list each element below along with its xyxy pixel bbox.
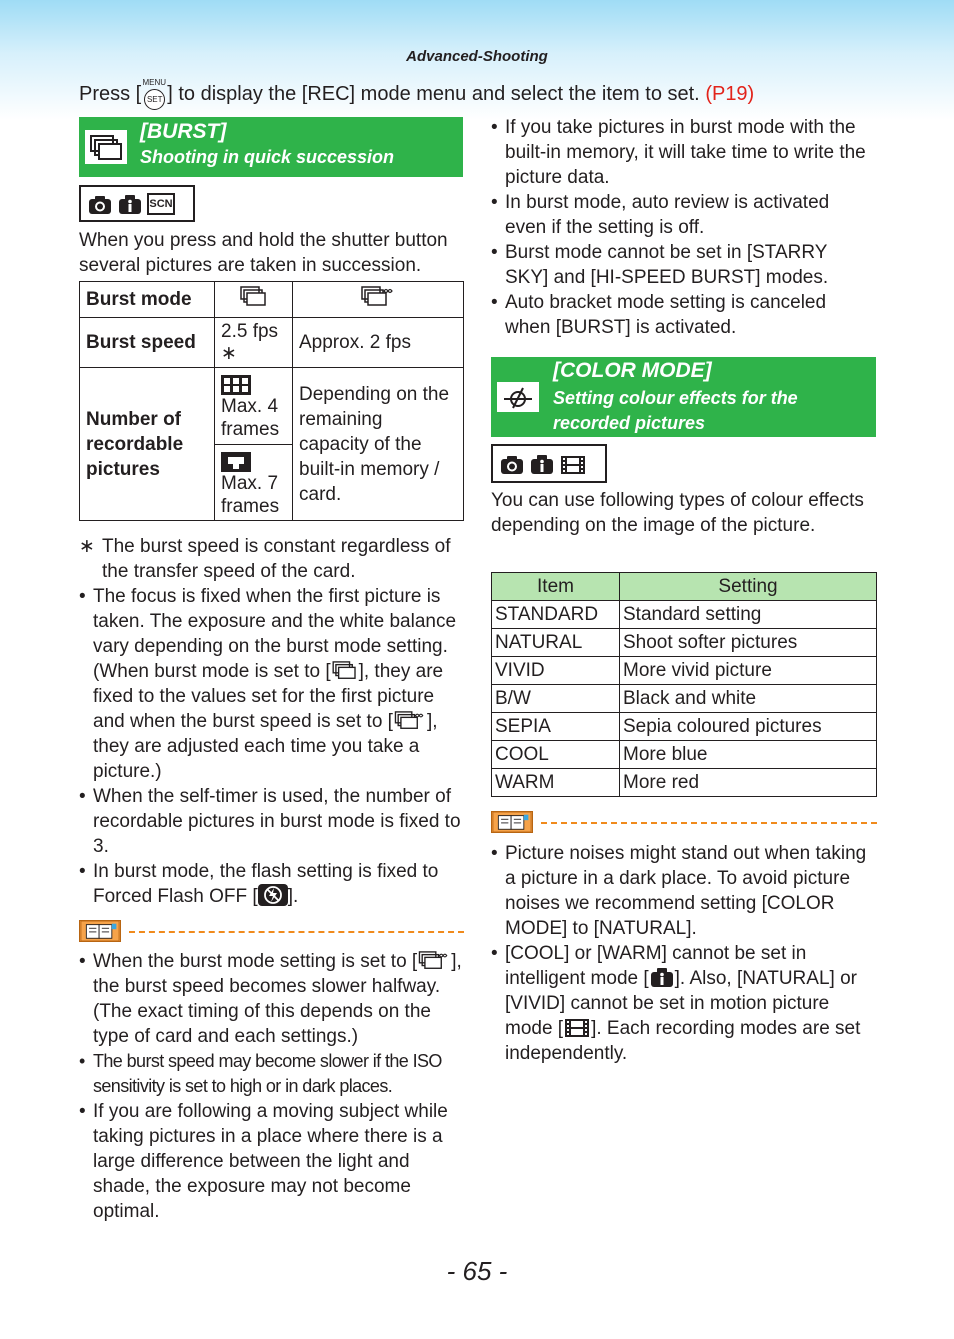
max-4-frames: Max. 4 frames [221, 396, 280, 440]
color-mode-title: [COLOR MODE] [553, 359, 712, 382]
note-divider [129, 931, 464, 933]
intelligent-auto-icon [529, 453, 555, 475]
note-icon [491, 811, 533, 833]
burst-normal-cell [215, 282, 293, 318]
set-label: SET [144, 89, 165, 110]
note-list-item: • When the self-timer is used, the number of recordable pictures in burst mode is fixed to 3. [79, 784, 467, 859]
menu-label: MENU [142, 78, 167, 87]
intro-after: ] to display the [REC] mode menu and select the item to set. [167, 83, 700, 105]
note-text: In burst mode, the flash setting is fixed to Forced Flash OFF [ [93, 861, 439, 907]
item-cell: VIVID [492, 657, 620, 685]
note-header-left [79, 920, 464, 944]
note-header-right [491, 811, 877, 835]
burst-speed-infinite: Approx. 2 fps [293, 318, 464, 368]
note-text: ]. Also, [NATURAL] or [VIVID] cannot be set in motion picture mode [ [505, 968, 857, 1039]
color-mode-table [491, 572, 877, 797]
note-list-item [491, 941, 873, 1066]
note-text: ]. Each recording modes are set independently. [505, 1018, 861, 1064]
burst-icon [331, 661, 359, 681]
setting-cell: Shoot softer pictures [620, 629, 877, 657]
max-7-frames: Max. 7 frames [221, 472, 280, 517]
note-text: ], they are adjusted each time you take a picture.) [93, 711, 438, 782]
color-mode-icons [491, 444, 607, 483]
note-list-item [79, 949, 467, 1049]
item-cell: STANDARD [492, 601, 620, 629]
note-list-item: • The burst speed may become slower if the ISO sensitivity is set to high or in dark places. [79, 1049, 467, 1099]
note-text: ]. [287, 886, 299, 907]
note-list-item: • If you take pictures in burst mode with the built-in memory, it will take time to write the picture data. [491, 115, 873, 190]
flash-off-icon [258, 884, 288, 906]
quality-standard-icon [221, 452, 251, 472]
recordable-pictures-label: Number of recordable pictures [80, 368, 215, 521]
burst-speed-footnote: ∗ The burst speed is constant regardless of the transfer speed of the card. [79, 534, 467, 584]
burst-icon [240, 286, 268, 308]
note-text: ], the burst speed becomes slower halfway. (The exact timing of this depends on the type of card and each settings.) [93, 951, 462, 1047]
intelligent-auto-icon [649, 966, 675, 988]
color-mode-icon [497, 382, 539, 412]
burst-table [79, 281, 464, 521]
setting-cell: Black and white [620, 685, 877, 713]
camera-mode-icon [499, 453, 525, 475]
burst-description: When you press and hold the shutter button several pictures are taken in succession. [79, 230, 448, 276]
camera-mode-icon [87, 193, 113, 215]
setting-header: Setting [620, 573, 877, 601]
burst-speed-label: Burst speed [80, 318, 215, 368]
note-list-item: • In burst mode, auto review is activated even if the setting is off. [491, 190, 873, 240]
burst-heading [79, 117, 463, 177]
item-cell: B/W [492, 685, 620, 713]
note-list-item: • Burst mode cannot be set in [STARRY SKY] and [HI-SPEED BURST] modes. [491, 240, 873, 290]
intro-text [79, 80, 754, 106]
setting-cell: More vivid picture [620, 657, 877, 685]
color-mode-subtitle: Setting colour effects for the recorded pictures [553, 388, 798, 433]
recordable-standard-cell [215, 368, 293, 445]
item-cell: NATURAL [492, 629, 620, 657]
menu-set-icon [141, 80, 167, 106]
setting-cell: More blue [620, 741, 877, 769]
note-icon [79, 920, 121, 942]
recordable-standard-low-cell [215, 445, 293, 521]
burst-speed-normal: 2.5 fps ∗ [215, 318, 293, 368]
note-text: [COOL] or [WARM] cannot be set in intelligent mode [ [505, 943, 807, 989]
note-list-item: • If you are following a moving subject while taking pictures in a place where there is a large difference between the light and shade, the exposure may not become optimal. [79, 1099, 467, 1224]
motion-picture-icon [563, 1016, 591, 1038]
item-header: Item [492, 573, 620, 601]
table-row [492, 741, 877, 769]
setting-cell: Standard setting [620, 601, 877, 629]
color-mode-description: You can use following types of colour effects depending on the image of the picture. [491, 490, 864, 536]
color-mode-notes [491, 841, 873, 1066]
section-title: Advanced-Shooting [406, 48, 548, 65]
note-list-item: • Picture noises might stand out when taking a picture in a dark place. To avoid picture noises we recommend setting [COLOR MODE] to [NATURAL]. [491, 841, 873, 941]
note-text: The focus is fixed when the first picture is taken. The exposure and the white balance vary depending on the burst mode setting. (When burst mode is set to [ [93, 586, 457, 682]
intelligent-auto-icon [117, 193, 143, 215]
intro-before: Press [ [79, 83, 142, 105]
burst-title: [BURST] [140, 120, 227, 143]
burst-mode-icons [79, 185, 195, 222]
page-reference: (P19) [705, 83, 755, 105]
table-row [492, 629, 877, 657]
table-row [492, 657, 877, 685]
note-list-item [79, 584, 467, 784]
note-text: When the burst mode setting is set to [ [93, 951, 418, 972]
table-row [492, 713, 877, 741]
motion-picture-icon [559, 453, 587, 475]
table-row [492, 601, 877, 629]
note-list-item [79, 859, 467, 909]
setting-cell: Sepia coloured pictures [620, 713, 877, 741]
burst-mode-label: Burst mode [80, 282, 215, 318]
burst-right-notes [491, 115, 873, 340]
remaining-capacity-text: Depending on the remaining capacity of the built-in memory / card. [293, 368, 464, 521]
note-text: ], they are fixed to the values set for the first picture and when the burst speed is set to [ [93, 661, 444, 732]
color-mode-heading [491, 357, 876, 437]
note-list-item: • Auto bracket mode setting is canceled when [BURST] is activated. [491, 290, 873, 340]
scene-mode-icon: SCN [147, 193, 175, 215]
burst-notes [79, 534, 467, 909]
note-divider [541, 822, 877, 824]
setting-cell: More red [620, 769, 877, 797]
burst-infinite-icon [393, 711, 427, 731]
burst-infinite-icon [361, 286, 395, 308]
burst-icon [85, 130, 127, 164]
burst-subtitle: Shooting in quick succession [140, 147, 395, 167]
table-header-row [492, 573, 877, 601]
table-row [492, 769, 877, 797]
quality-fine-icon [221, 375, 251, 395]
item-cell: SEPIA [492, 713, 620, 741]
table-row [492, 685, 877, 713]
page-number: - 65 - [446, 1256, 508, 1286]
item-cell: COOL [492, 741, 620, 769]
item-cell: WARM [492, 769, 620, 797]
burst-infinite-icon [417, 951, 451, 971]
burst-infinite-cell [293, 282, 464, 318]
burst-extra-notes [79, 949, 467, 1224]
